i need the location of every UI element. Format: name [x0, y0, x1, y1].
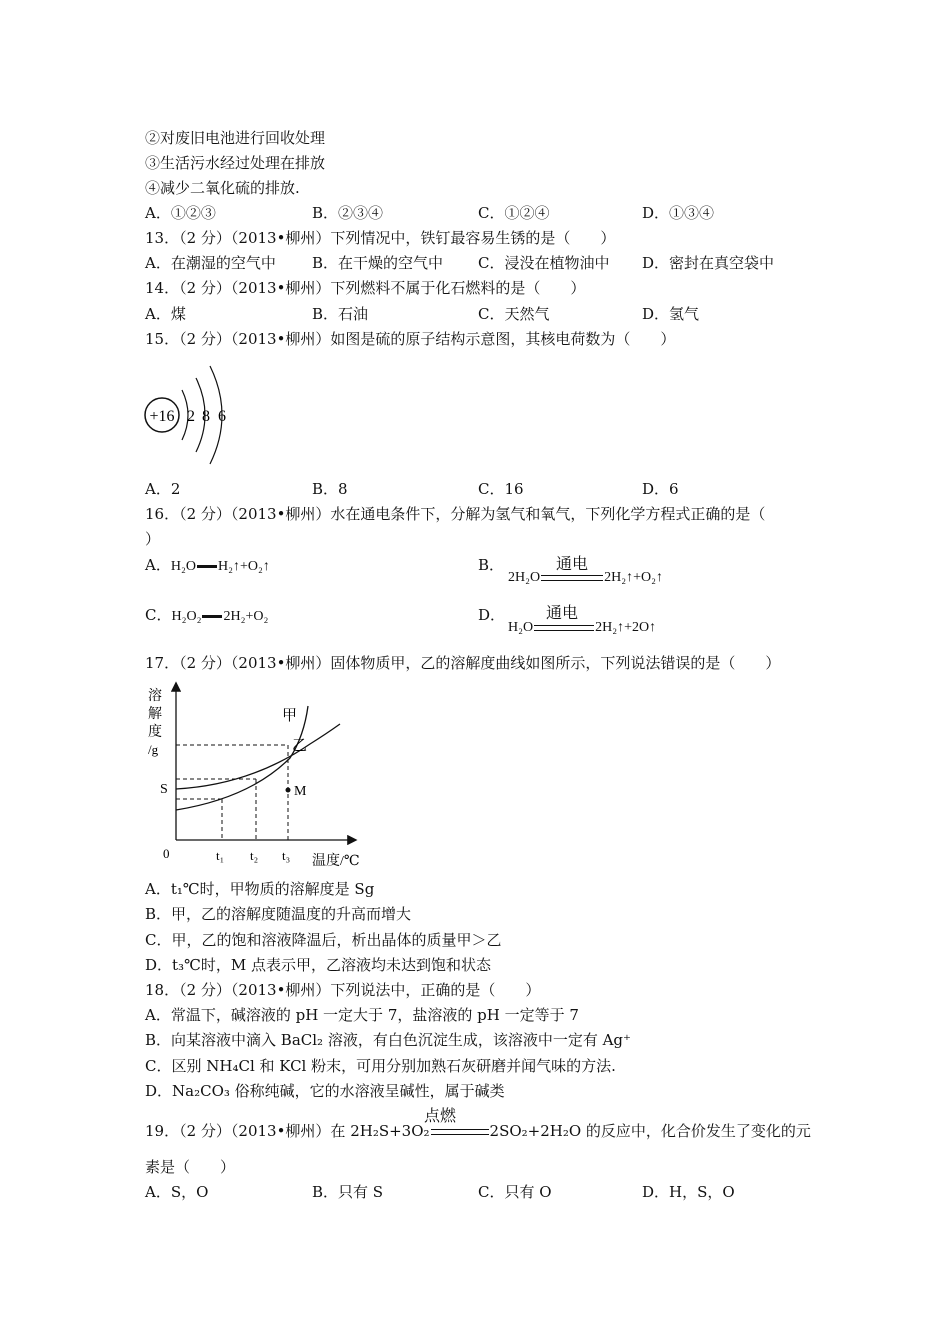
q19-condition: 点燃 [424, 1106, 457, 1125]
q13-option-d: D．密封在真空袋中 [642, 254, 775, 272]
shell-electrons-2: 8 [202, 408, 210, 425]
q19-option-b: B．只有 S [312, 1183, 384, 1201]
q18-option-a: A．常温下，碱溶液的 pH 一定大于 7，盐溶液的 pH 一定等于 7 [145, 1006, 579, 1024]
point-m [286, 788, 291, 793]
shell-electrons-3: 6 [218, 408, 226, 425]
q12-option-b: B．②③④ [312, 204, 384, 222]
equation-lhs: H₂O [170, 559, 196, 574]
q15-stem: 15．（2 分）（2013•柳州）如图是硫的原子结构示意图，其核电荷数为（ ） [145, 330, 676, 348]
q14-option-d: D．氢气 [642, 305, 700, 323]
q16-d-condition: 通电 [546, 603, 579, 622]
equation-rhs: H₂↑+O₂↑ [217, 559, 270, 574]
y-axis-label-2: 解 [148, 707, 162, 722]
q18-stem: 18．（2 分）（2013•柳州）下列说法中，正确的是（ ） [145, 981, 541, 999]
q14-option-b: B．石油 [312, 305, 369, 323]
q16-stem: 16．（2 分）（2013•柳州）水在通电条件下，分解为氢气和氧气，下列化学方程式正确的是（ [145, 505, 766, 523]
equation-line [197, 565, 217, 568]
q18-option-c: C．区别 NH₄Cl 和 KCl 粉末，可用分别加熟石灰研磨并闻气味的方法. [145, 1057, 616, 1075]
list-item-3: ③生活污水经过处理在排放 [145, 154, 326, 172]
option-letter: A． [145, 556, 171, 574]
shell-electrons-1: 2 [187, 408, 195, 425]
q19-stem-post: 2SO₂+2H₂O 的反应中，化合价发生了变化的元 [489, 1122, 811, 1140]
q14-stem: 14．（2 分）（2013•柳州）下列燃料不属于化石燃料的是（ ） [145, 279, 586, 297]
s-label: S [160, 782, 168, 797]
q16-option-b-equation [508, 568, 663, 588]
list-item-2: ②对废旧电池进行回收处理 [145, 129, 326, 147]
q19-stem-cont: 素是（ ） [145, 1158, 236, 1176]
point-m-label: M [294, 784, 307, 799]
tick-t1: t₁ [216, 848, 225, 863]
equals-sign [534, 625, 594, 631]
q16-option-c [145, 605, 268, 627]
y-axis-label-1: 溶 [148, 689, 162, 704]
equation-lhs: H₂O₂ [171, 609, 202, 624]
equation-line [202, 615, 222, 618]
solubility-graph [140, 678, 380, 873]
q12-option-d: D．①③④ [642, 204, 715, 222]
q19-option-a: A．S，O [145, 1183, 209, 1201]
nucleus-charge: +16 [149, 408, 175, 425]
q12-option-c: C．①②④ [478, 204, 550, 222]
option-letter: C． [145, 606, 172, 624]
origin-label: 0 [163, 846, 170, 861]
q16-option-b-label: B． [478, 556, 505, 574]
curve-yi-label: 乙 [292, 738, 308, 754]
y-axis-label-3: 度 [148, 725, 162, 740]
q16-option-d-equation [508, 618, 656, 638]
q13-option-a: A．在潮湿的空气中 [145, 254, 276, 272]
equation-rhs: 2H₂+O₂ [223, 609, 269, 624]
q14-option-c: C．天然气 [478, 305, 550, 323]
q17-option-c: C．甲，乙的饱和溶液降温后，析出晶体的质量甲＞乙 [145, 931, 502, 949]
equals-sign [541, 575, 603, 581]
q17-option-b: B．甲，乙的溶解度随温度的升高而增大 [145, 905, 412, 923]
q15-option-c: C．16 [478, 480, 524, 498]
q13-stem: 13．（2 分）（2013•柳州）下列情况中，铁钉最容易生锈的是（ ） [145, 229, 616, 247]
tick-t2: t₂ [250, 848, 259, 863]
q13-option-c: C．浸没在植物油中 [478, 254, 610, 272]
q16-option-a [145, 555, 270, 577]
equation-lhs: 2H₂O [508, 570, 541, 585]
q18-option-d: D．Na₂CO₃ 俗称纯碱，它的水溶液呈碱性，属于碱类 [145, 1082, 505, 1100]
q19-option-d: D．H，S，O [642, 1183, 735, 1201]
q15-option-b: B．8 [312, 480, 348, 498]
q17-stem: 17．（2 分）（2013•柳州）固体物质甲，乙的溶解度曲线如图所示，下列说法错误的是（ ） [145, 654, 781, 672]
q17-option-d: D．t₃℃时，M 点表示甲，乙溶液均未达到饱和状态 [145, 956, 491, 974]
q19-option-c: C．只有 O [478, 1183, 552, 1201]
q15-option-a: A．2 [145, 480, 181, 498]
q18-option-b: B．向某溶液中滴入 BaCl₂ 溶液，有白色沉淀生成，该溶液中一定有 Ag⁺ [145, 1031, 631, 1049]
x-axis-label: 温度/℃ [312, 854, 360, 869]
equation-rhs: 2H₂↑+O₂↑ [604, 570, 663, 585]
curve-jia-label: 甲 [282, 708, 298, 724]
equation-lhs: H₂O [508, 620, 534, 635]
q14-option-a: A．煤 [145, 305, 186, 323]
q19-stem-pre: 19．（2 分）（2013•柳州）在 2H₂S+3O₂ [145, 1122, 430, 1140]
q17-option-a: A．t₁℃时，甲物质的溶解度是 Sg [145, 880, 375, 898]
q12-option-a: A．①②③ [145, 204, 216, 222]
tick-t3: t₃ [282, 848, 291, 863]
q16-b-condition: 通电 [556, 554, 589, 573]
y-axis-label-4: /g [148, 742, 159, 757]
sulfur-atom-diagram [140, 360, 250, 470]
q16-stem-cont: ） [145, 530, 161, 548]
q15-option-d: D．6 [642, 480, 679, 498]
equals-sign [431, 1129, 489, 1135]
q19-stem [145, 1121, 811, 1141]
equation-rhs: 2H₂↑+2O↑ [595, 620, 657, 635]
q16-option-d-label: D． [478, 606, 506, 624]
list-item-4: ④减少二氧化硫的排放. [145, 179, 300, 197]
q13-option-b: B．在干燥的空气中 [312, 254, 444, 272]
